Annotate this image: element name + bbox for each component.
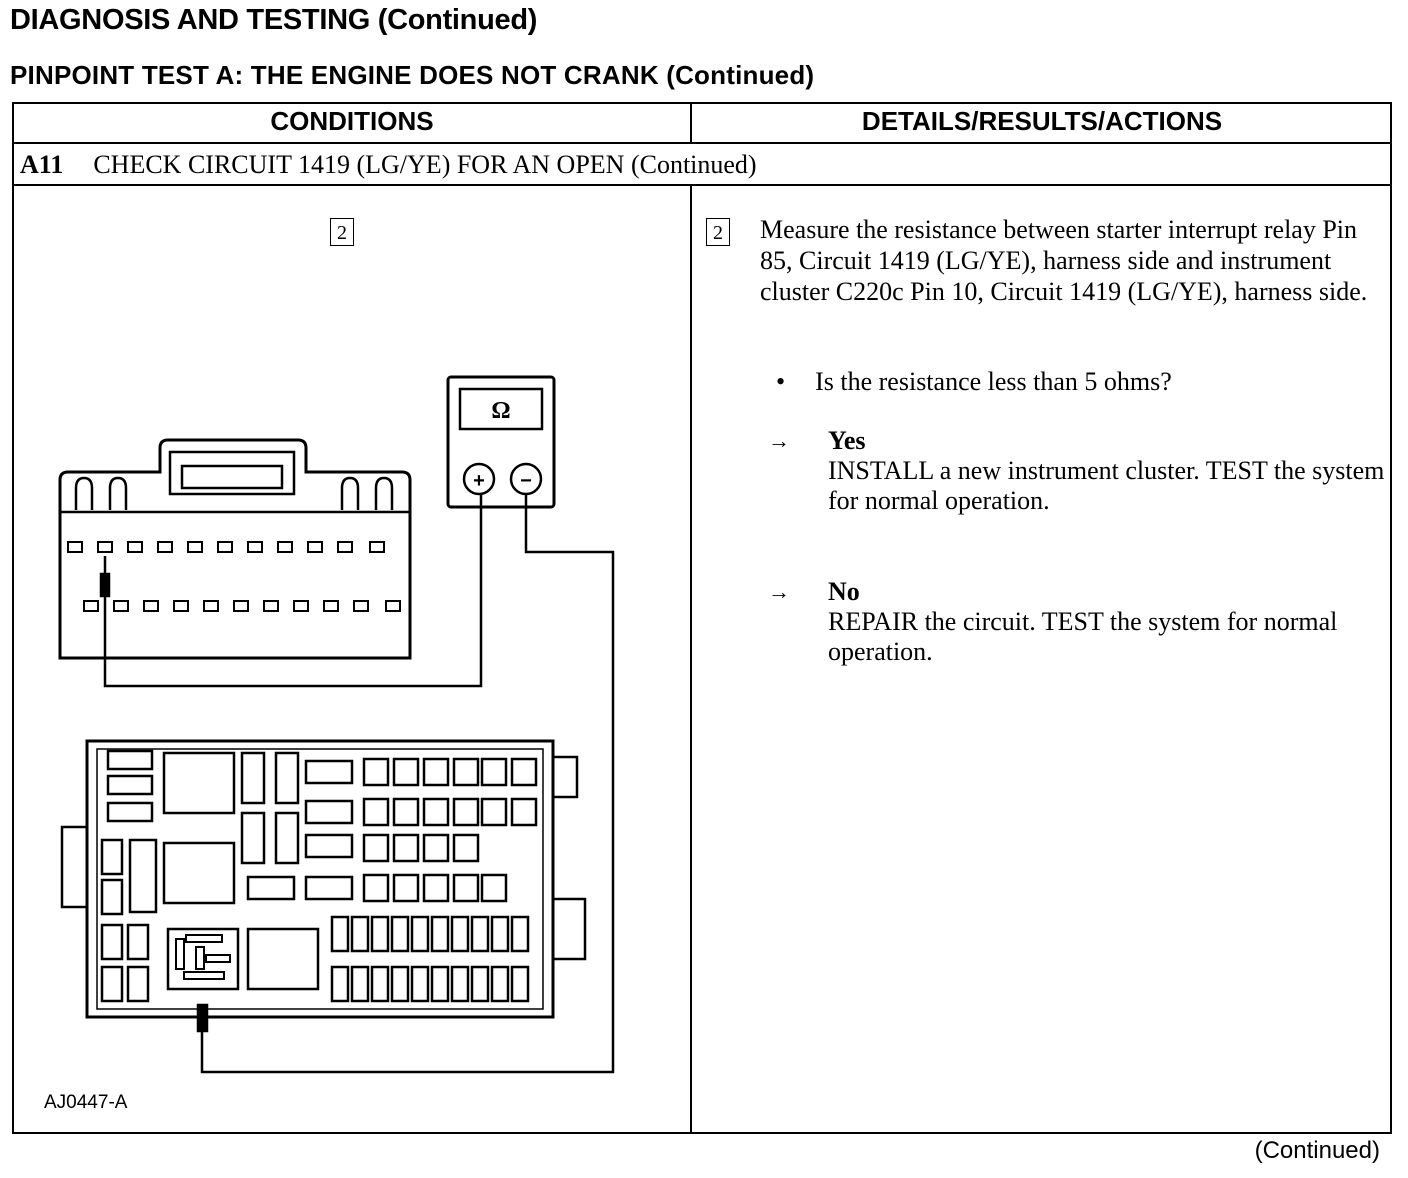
result-action: REPAIR the circuit. TEST the system for normal operation. — [828, 607, 1338, 666]
result-label: Yes — [828, 426, 866, 455]
instruction-step-number: 2 — [706, 218, 730, 246]
junction-box-icon — [62, 741, 585, 1017]
minus-terminal-label: − — [520, 470, 532, 492]
figure-step-number: 2 — [330, 218, 354, 246]
starter-interrupt-relay-socket-icon — [176, 935, 230, 979]
continued-note: (Continued) — [1254, 1137, 1380, 1164]
probe-tip-icon — [198, 1005, 207, 1031]
bullet-icon: • — [776, 367, 786, 396]
pinpoint-test-title: PINPOINT TEST A: THE ENGINE DOES NOT CRANK (Continued) — [10, 60, 815, 90]
page-title: DIAGNOSIS AND TESTING (Continued) — [10, 4, 538, 36]
arrow-right-icon: → — [768, 428, 790, 453]
conditions-column-header: CONDITIONS — [270, 106, 434, 136]
result-label: No — [828, 577, 860, 606]
ohm-symbol: Ω — [491, 398, 511, 424]
result-action: INSTALL a new instrument cluster. TEST the system for normal operation. — [828, 456, 1385, 515]
step-title: CHECK CIRCUIT 1419 (LG/YE) FOR AN OPEN (Continued) — [93, 150, 757, 179]
details-column-header: DETAILS/RESULTS/ACTIONS — [861, 106, 1223, 136]
arrow-right-icon: → — [768, 579, 790, 604]
ohmmeter-icon — [448, 377, 554, 507]
figure-code: AJ0447-A — [44, 1092, 128, 1113]
connector-pin-row-upper — [68, 542, 384, 552]
plus-terminal-label: + — [473, 470, 485, 492]
connector-pin-row-lower — [84, 601, 400, 611]
step-id: A11 — [20, 150, 64, 179]
instruction-text: Measure the resistance between starter interrupt relay Pin 85, Circuit 1419 (LG/YE), harness side and instrument cluster C220c Pin 10, Circuit 1419 (LG/YE), harness side. — [760, 215, 1368, 306]
question-text: Is the resistance less than 5 ohms? — [815, 367, 1172, 396]
